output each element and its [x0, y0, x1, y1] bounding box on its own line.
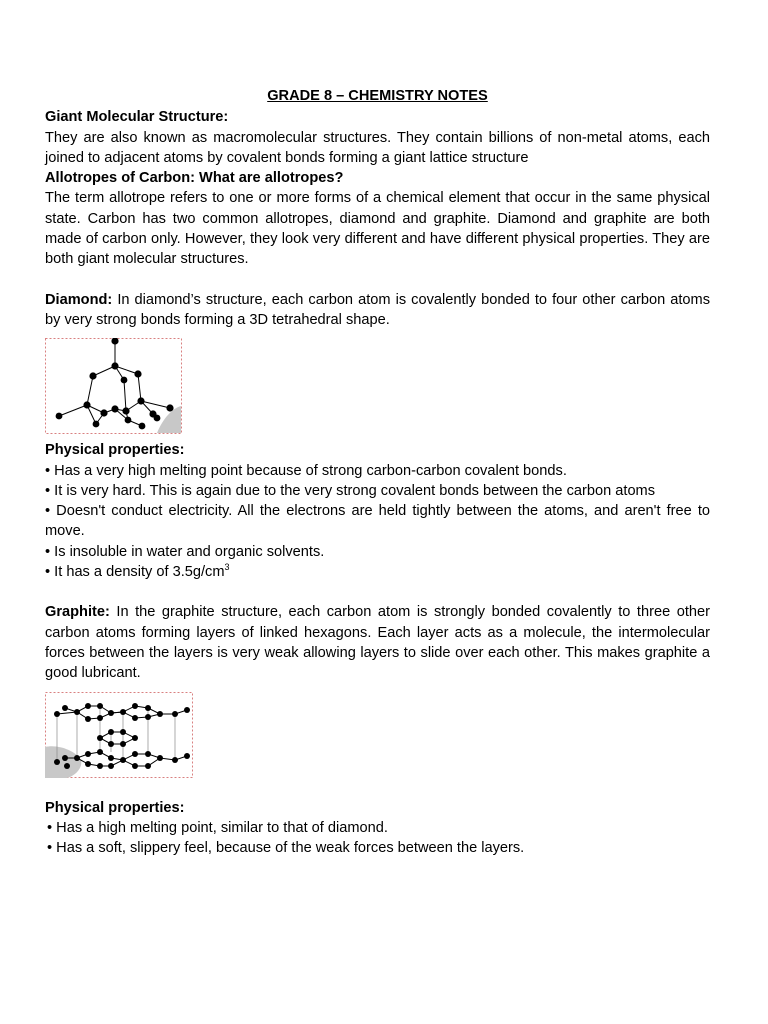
density-text: • It has a density of 3.5g/cm: [45, 564, 225, 581]
density-superscript: 3: [224, 562, 230, 573]
allotropes-heading: Allotropes of Carbon: What are allotropes?: [45, 170, 344, 187]
graphite-paragraph: [45, 602, 710, 683]
diamond-property-item: • Has a very high melting point because of strong carbon-carbon covalent bonds.: [45, 462, 567, 479]
diamond-label: Diamond:: [45, 291, 113, 308]
diamond-structure-diagram: [45, 338, 182, 434]
graphite-text: In the graphite structure, each carbon atom is strongly bonded covalently to three other carbon atoms forming layers of linked hexagons. Each layer acts as a molecule, the intermolecular forces between the layers is very weak allowing layers to slide over each other. This makes graphite a good lubricant.: [45, 604, 710, 682]
giant-heading: Giant Molecular Structure:: [45, 109, 229, 126]
graphite-structure-diagram: [45, 692, 193, 778]
giant-text: They are also known as macromolecular structures. They contain billions of non-metal atoms, each joined to adjacent atoms by covalent bonds forming a giant lattice structure: [45, 129, 710, 166]
diamond-property-item: • It is very hard. This is again due to the very strong covalent bonds between the carbon atoms: [45, 482, 656, 499]
diamond-property-item: • Is insoluble in water and organic solvents.: [45, 543, 325, 560]
graphite-label: Graphite:: [45, 604, 110, 621]
graphite-property-item: • Has a soft, slippery feel, because of the weak forces between the layers.: [47, 840, 525, 857]
allotropes-text: The term allotrope refers to one or more forms of a chemical element that occur in the same physical state. Carbon has two common allotropes, diamond and graphite. Diamond and graphite are both made of carbon only. However, they look very different and have different physical properties. They are both giant molecular structures.: [45, 190, 710, 268]
graphite-property-item: • Has a high melting point, similar to that of diamond.: [47, 819, 388, 836]
graphite-properties-heading: Physical properties:: [45, 799, 185, 816]
diamond-density-item: [45, 562, 710, 582]
page-title: GRADE 8 – CHEMISTRY NOTES: [267, 88, 488, 104]
diamond-property-item: • Doesn't conduct electricity. All the electrons are held tightly between the atoms, and aren't free to move.: [45, 503, 710, 540]
diamond-text: In diamond’s structure, each carbon atom is covalently bonded to four other carbon atoms by very strong bonds forming a 3D tetrahedral shape.: [45, 291, 710, 328]
diamond-paragraph: [45, 290, 710, 331]
notes-content: [45, 86, 710, 858]
diamond-properties-heading: Physical properties:: [45, 442, 185, 459]
